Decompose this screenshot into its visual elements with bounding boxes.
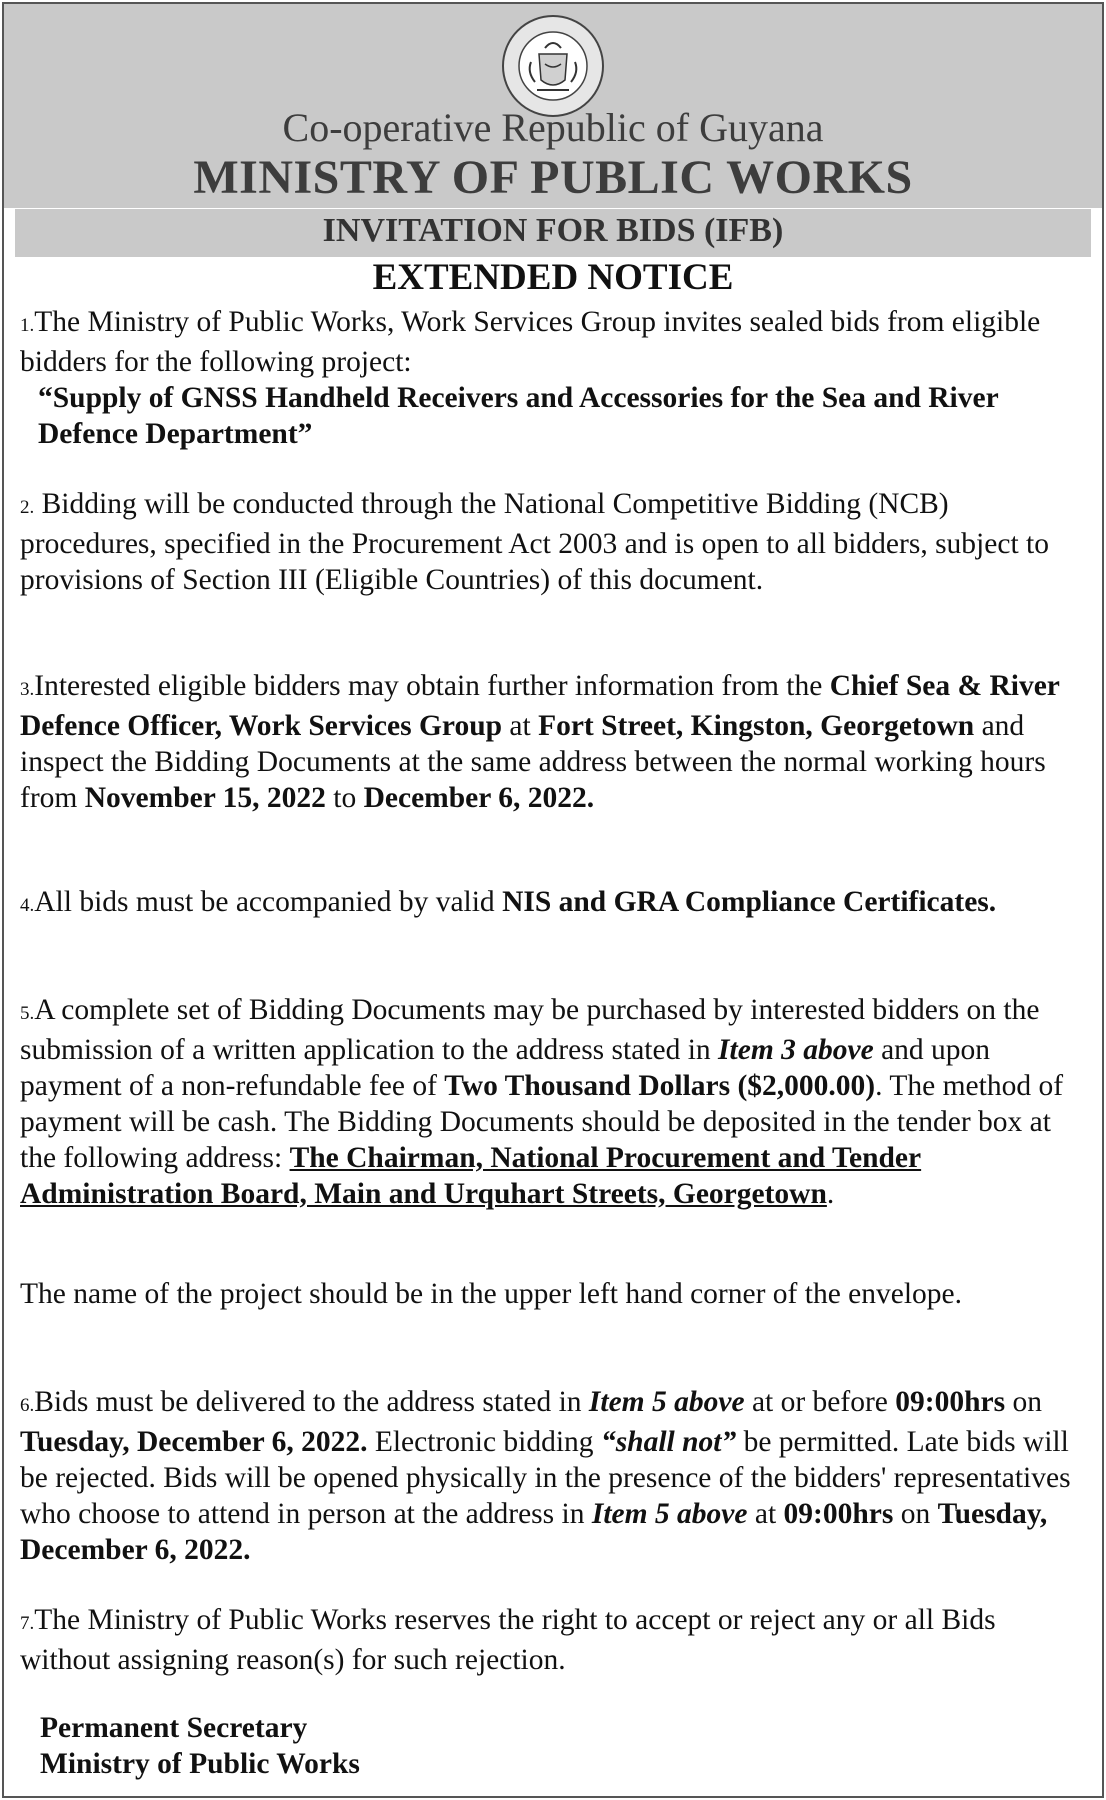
item-7 (20, 1602, 1088, 1678)
item-number: 1. (20, 315, 35, 336)
header-band (4, 4, 1102, 208)
project-name: “Supply of GNSS Handheld Receivers and Accessories for the Sea and River Defence Department” (38, 382, 999, 450)
start-date: November 15, 2022 (84, 782, 326, 814)
item-text: be permitted. Late bids will be rejected. Bids will be opened physically in the presence of the bidders' representatives who choose to attend in person at the address in (20, 1426, 1071, 1530)
envelope-note: The name of the project should be in the upper left hand corner of the envelope. (20, 1278, 963, 1310)
notice-frame (2, 2, 1104, 1798)
item-2 (20, 486, 1088, 598)
item-text: Interested eligible bidders may obtain further information from the (34, 670, 830, 702)
deadline-time: 09:00hrs (895, 1386, 1006, 1418)
signature-ministry: Ministry of Public Works (40, 1748, 360, 1780)
item-reference: Item 3 above (718, 1034, 874, 1066)
ministry-name: MINISTRY OF PUBLIC WORKS (193, 151, 913, 204)
item-text: at (747, 1498, 784, 1530)
item-text: on (893, 1498, 938, 1530)
officer-name: Chief Sea & River Defence Officer, Work Services Group (20, 670, 1060, 742)
item-number: 7. (20, 1613, 35, 1634)
item-text: and inspect the Bidding Documents at the same address between the normal working hours from (20, 710, 1046, 814)
item-text: All bids must be accompanied by valid (34, 886, 503, 918)
bid-fee: Two Thousand Dollars ($2,000.00) (444, 1070, 876, 1102)
signature-title: Permanent Secretary (40, 1712, 308, 1744)
item-number: 4. (20, 895, 35, 916)
item-text: The Ministry of Public Works, Work Services Group invites sealed bids from eligible bidders for the following project: (20, 306, 1041, 378)
item-1 (20, 304, 1088, 452)
item-reference: Item 5 above (591, 1498, 748, 1530)
republic-name: Co-operative Republic of Guyana (282, 105, 824, 150)
item-text: A complete set of Bidding Documents may be purchased by interested bidders on the submission of a written application to the address stated in (20, 994, 1040, 1066)
office-address: Fort Street, Kingston, Georgetown (538, 710, 975, 742)
item-6 (20, 1384, 1088, 1568)
item-4 (20, 884, 1088, 924)
item-reference: Item 5 above (588, 1386, 745, 1418)
item-text: Bidding will be conducted through the National Competitive Bidding (NCB) procedures, specified in the Procurement Act 2003 and is open to all bidders, subject to provisions of Section III (Eligible Countries) of this document. (20, 488, 1049, 596)
item-text: at or before (744, 1386, 896, 1418)
item-text: Electronic bidding (367, 1426, 601, 1458)
notice-subtitle: EXTENDED NOTICE (372, 257, 734, 298)
item-3 (20, 668, 1088, 816)
item-text: and upon payment of a non-refundable fee of (20, 1034, 991, 1102)
item-text: . The method of payment will be cash. The Bidding Documents should be deposited in the tender box at the following address: (20, 1070, 1064, 1174)
opening-date: Tuesday, December 6, 2022. (20, 1498, 1048, 1566)
notice-title: INVITATION FOR BIDS (IFB) (322, 212, 784, 249)
item-text: to (325, 782, 364, 814)
item-number: 6. (20, 1395, 35, 1416)
item-number: 2. (20, 497, 35, 518)
opening-time: 09:00hrs (783, 1498, 894, 1530)
item-text: Bids must be delivered to the address stated in (34, 1386, 589, 1418)
item-number: 3. (20, 679, 35, 700)
shall-not: “shall not” (600, 1426, 737, 1458)
item-text: . (826, 1178, 835, 1210)
deadline-date: Tuesday, December 6, 2022. (20, 1426, 368, 1458)
item-5 (20, 992, 1088, 1212)
coat-of-arms-icon (501, 14, 605, 118)
item-text: The Ministry of Public Works reserves the right to accept or reject any or all Bids without assigning reason(s) for such rejection. (20, 1604, 996, 1676)
item-text: at (502, 710, 539, 742)
compliance-certificates: NIS and GRA Compliance Certificates. (502, 886, 997, 918)
end-date: December 6, 2022. (363, 782, 595, 814)
tender-address: The Chairman, National Procurement and Tender Administration Board, Main and Urquhart Streets, Georgetown (20, 1142, 922, 1210)
item-text: on (1005, 1386, 1042, 1418)
item-number: 5. (20, 1003, 35, 1024)
